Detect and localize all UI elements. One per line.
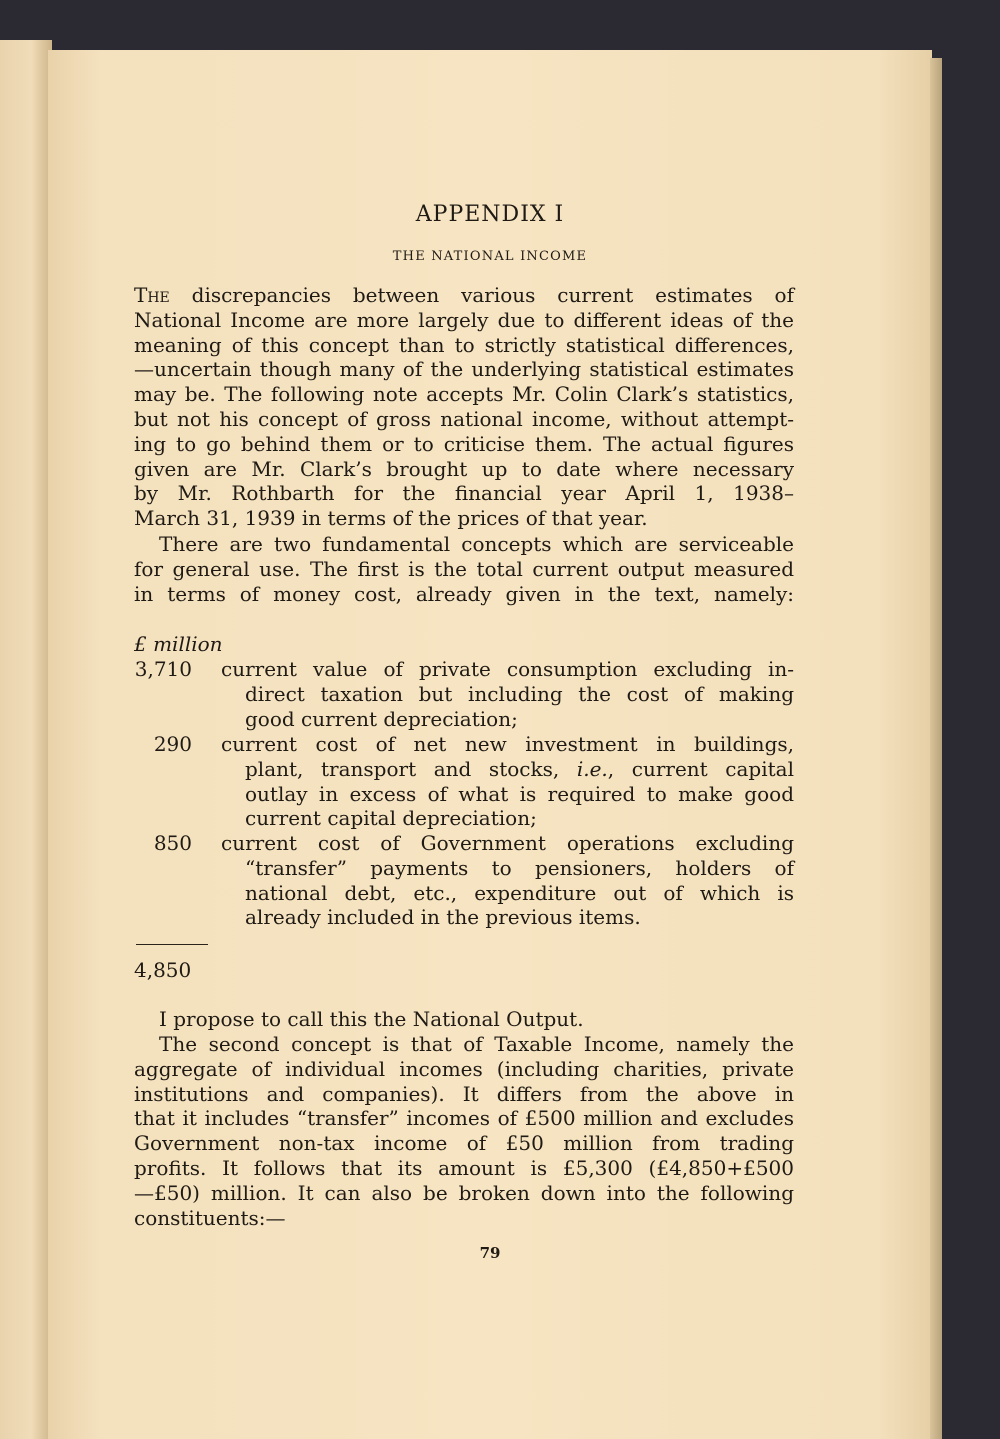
paragraph-4-line: profits. It follows that its amount is £5,300 (£4,850+£500: [134, 1155, 794, 1180]
total-rule: [136, 944, 208, 945]
paragraph-1-line: March 31, 1939 in terms of the prices of that year.: [134, 506, 648, 531]
item-line: outlay in excess of what is required to make good: [245, 781, 794, 806]
paragraph-2-line: in terms of money cost, already given in the text, namely:: [134, 581, 794, 606]
item-line: current cost of net new investment in buildings,: [221, 732, 794, 756]
paragraph-3: [134, 1007, 794, 1032]
paragraph-4-line: constituents:—: [134, 1205, 286, 1230]
paragraph-2-line: for general use. The first is the total current output measured: [134, 556, 794, 581]
item-amount: 290: [153, 732, 192, 756]
paragraph-2: [134, 532, 794, 606]
unit-label: £ million: [134, 632, 223, 656]
item-line: national debt, etc., expenditure out of which is: [245, 880, 794, 905]
item-line: direct taxation but including the cost of making: [245, 681, 794, 706]
paragraph-3-line: I propose to call this the National Output.: [159, 1007, 584, 1031]
item-line: current capital depreciation;: [245, 806, 537, 831]
item-line: “transfer” payments to pensioners, holders of: [245, 855, 794, 880]
paragraph-1-line: ing to go behind them or to criticise them. The actual figures: [134, 431, 794, 456]
item-amount: 850: [153, 831, 192, 855]
item-line: current value of private consumption excluding in-: [221, 657, 794, 681]
total-amount: 4,850: [134, 958, 192, 982]
paragraph-1-line: —uncertain though many of the underlying statistical estimates: [134, 357, 794, 382]
item-description: [221, 732, 794, 831]
item-description: [221, 831, 794, 930]
paragraph-4-line: —£50) million. It can also be broken down into the following: [134, 1180, 794, 1205]
item-description: [221, 657, 794, 731]
facing-page-edge: [0, 40, 52, 1439]
paragraph-4-line: that it includes “transfer” incomes of £500 million and excludes: [134, 1106, 794, 1131]
paragraph-4: [134, 1032, 794, 1230]
latin-abbreviation: i.e.: [576, 756, 608, 781]
paragraph-4-line: institutions and companies). It differs from the above in: [134, 1081, 794, 1106]
paragraph-1-line: The discrepancies between various current estimates of: [134, 283, 794, 307]
paragraph-1-line: by Mr. Rothbarth for the financial year April 1, 1938–: [134, 481, 794, 506]
paragraph-1-line: given are Mr. Clark’s brought up to date where necessary: [134, 456, 794, 481]
item-line: plant, transport and stocks, i.e., current capital: [245, 756, 794, 781]
paragraph-4-line: The second concept is that of Taxable Income, namely the: [159, 1032, 794, 1056]
paragraph-lead-word: The: [134, 283, 170, 307]
item-line: good current depreciation;: [245, 706, 518, 731]
paragraph-1-line: meaning of this concept than to strictly statistical differences,: [134, 332, 794, 357]
paragraph-1-line: but not his concept of gross national income, without attempt-: [134, 406, 794, 431]
item-line: already included in the previous items.: [245, 905, 641, 930]
page-number: 79: [479, 1244, 501, 1262]
paragraph-4-line: Government non-tax income of £50 million from trading: [134, 1131, 794, 1156]
paragraph-1-line: may be. The following note accepts Mr. Colin Clark’s statistics,: [134, 382, 794, 407]
item-line: current cost of Government operations excluding: [221, 831, 794, 855]
paragraph-1: [134, 283, 794, 531]
appendix-subheading: THE NATIONAL INCOME: [392, 249, 588, 264]
paragraph-4-line: aggregate of individual incomes (including charities, private: [134, 1056, 794, 1081]
item-amount: 3,710: [134, 657, 192, 681]
page-edge: [930, 58, 942, 1439]
appendix-heading: APPENDIX I: [415, 202, 565, 227]
paragraph-2-line: There are two fundamental concepts which are serviceable: [159, 532, 794, 556]
paragraph-1-line: National Income are more largely due to different ideas of the: [134, 307, 794, 332]
